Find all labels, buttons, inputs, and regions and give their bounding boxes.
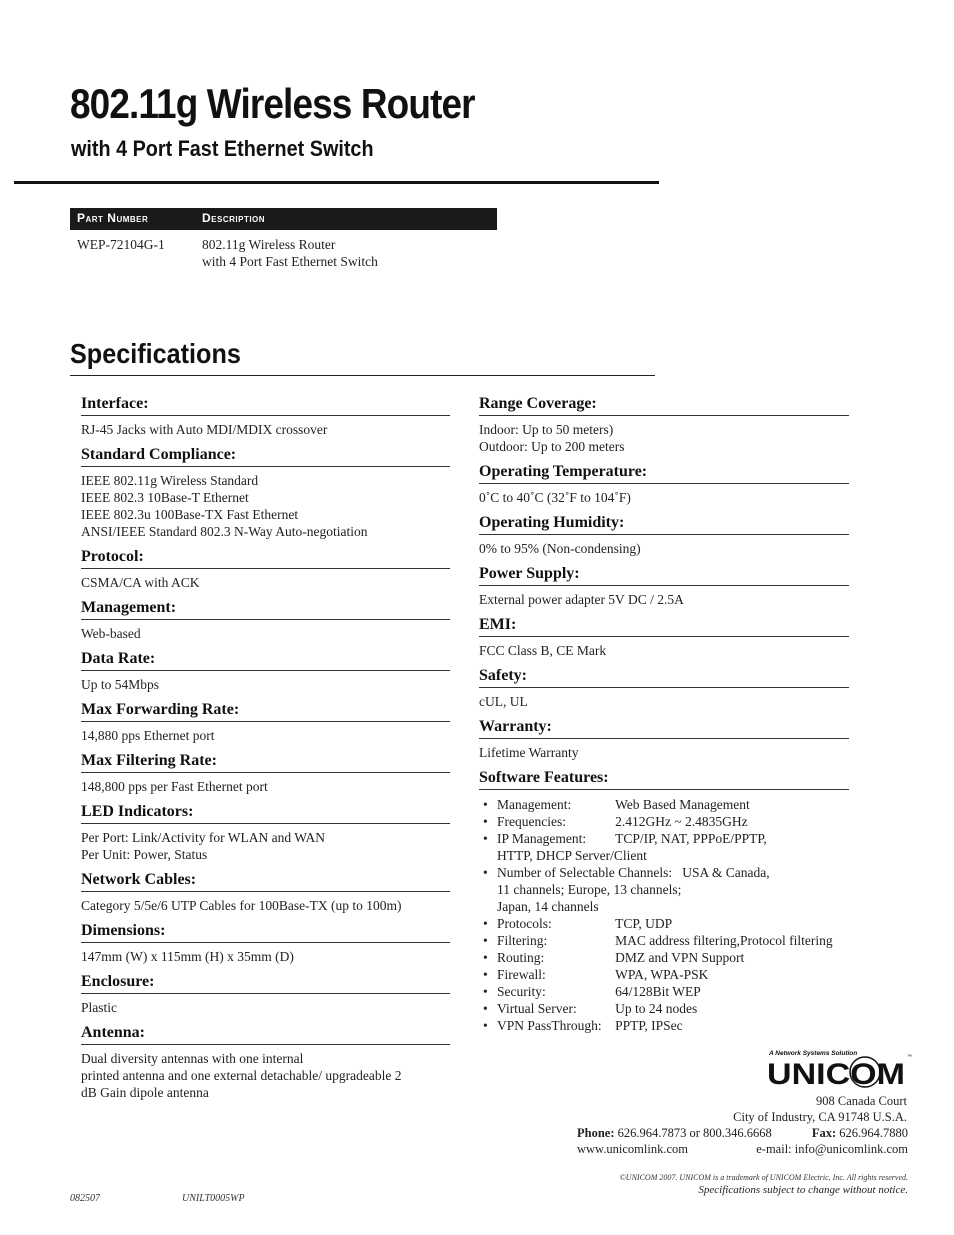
spec-section	[81, 597, 450, 642]
spec-value: FCC Class B, CE Mark	[479, 643, 607, 658]
spec-section	[81, 444, 450, 540]
specifications-divider	[70, 375, 655, 376]
spec-label: Standard Compliance:	[81, 444, 450, 467]
feature-value: DMZ and VPN Support	[615, 950, 745, 965]
spec-value: 14,880 pps Ethernet port	[81, 728, 215, 743]
part-number-table	[70, 208, 497, 276]
website-link[interactable]: www.unicomlink.com	[577, 1142, 688, 1156]
feature-key: Firewall:	[497, 967, 546, 982]
spec-section	[81, 699, 450, 744]
list-item	[479, 864, 849, 915]
description-header: Description	[202, 211, 266, 225]
feature-key: IP Management:	[497, 831, 587, 846]
page-title: 802.11g Wireless Router	[70, 80, 475, 127]
feature-value: 2.412GHz ~ 2.4835GHz	[615, 814, 748, 829]
spec-label: Max Filtering Rate:	[81, 750, 450, 773]
spec-section	[81, 1022, 450, 1101]
list-item	[479, 949, 849, 966]
unicom-logo	[767, 1048, 912, 1088]
spec-label: Data Rate:	[81, 648, 450, 671]
spec-value: RJ-45 Jacks with Auto MDI/MDIX crossover	[81, 422, 328, 437]
list-item	[479, 796, 849, 813]
spec-value: Lifetime Warranty	[479, 745, 579, 760]
spec-label: Power Supply:	[479, 563, 849, 586]
spec-section	[479, 461, 849, 506]
spec-section	[81, 393, 450, 438]
right-spec-column	[479, 393, 849, 1040]
feature-value: PPTP, IPSec	[615, 1018, 683, 1033]
spec-section	[479, 512, 849, 557]
address-line-1: 908 Canada Court	[816, 1094, 907, 1108]
spec-section	[81, 648, 450, 693]
list-item	[479, 983, 849, 1000]
phone-info	[577, 1126, 772, 1140]
spec-label: Enclosure:	[81, 971, 450, 994]
spec-label: Operating Humidity:	[479, 512, 849, 535]
part-number-header: Part Number	[77, 211, 149, 225]
feature-value: Up to 24 nodes	[615, 1001, 698, 1016]
list-item	[479, 813, 849, 830]
spec-label: EMI:	[479, 614, 849, 637]
company-address	[733, 1093, 907, 1125]
spec-value: Up to 54Mbps	[81, 677, 160, 692]
spec-label: Max Forwarding Rate:	[81, 699, 450, 722]
spec-label: Protocol:	[81, 546, 450, 569]
spec-label: Warranty:	[479, 716, 849, 739]
spec-value: External power adapter 5V DC / 2.5A	[479, 592, 684, 607]
spec-label: Management:	[81, 597, 450, 620]
spec-value: cUL, UL	[479, 694, 528, 709]
feature-value: Web Based Management	[615, 797, 750, 812]
spec-section	[81, 971, 450, 1016]
part-number-cell: WEP-72104G-1	[77, 237, 165, 252]
change-notice: Specifications subject to change without notice.	[698, 1184, 908, 1196]
spec-label: Operating Temperature:	[479, 461, 849, 484]
phone-number: 626.964.7873 or 800.346.6668	[617, 1126, 772, 1140]
spec-value: 0˚C to 40˚C (32˚F to 104˚F)	[479, 490, 631, 505]
page-subtitle: with 4 Port Fast Ethernet Switch	[71, 136, 374, 161]
spec-value: 147mm (W) x 115mm (H) x 35mm (D)	[81, 949, 294, 964]
spec-label: Network Cables:	[81, 869, 450, 892]
spec-value: Web-based	[81, 626, 141, 641]
phone-label: Phone:	[577, 1126, 615, 1140]
spec-section	[479, 716, 849, 761]
feature-key: Security:	[497, 984, 546, 999]
copyright-text: ©UNICOM 2007. UNICOM is a trademark of UNICOM Electric, Inc. All rights reserved.	[619, 1173, 908, 1182]
spec-software-features	[479, 767, 849, 1034]
spec-section	[479, 563, 849, 608]
spec-value: 148,800 pps per Fast Ethernet port	[81, 779, 268, 794]
email-link[interactable]: e-mail: info@unicomlink.com	[756, 1142, 908, 1156]
feature-value: WPA, WPA-PSK	[615, 967, 709, 982]
spec-value: Category 5/5e/6 UTP Cables for 100Base-TX (up to 100m)	[81, 898, 402, 913]
feature-key: VPN PassThrough:	[497, 1018, 602, 1033]
software-feature-list	[479, 796, 849, 1034]
right-spec-list	[479, 393, 849, 761]
list-item	[479, 932, 849, 949]
spec-section	[479, 614, 849, 659]
logo-wordmark: UNICOM	[767, 1058, 905, 1088]
feature-key: Protocols:	[497, 916, 552, 931]
specifications-heading: Specifications	[70, 338, 241, 369]
spec-label: Range Coverage:	[479, 393, 849, 416]
spec-value: IEEE 802.11g Wireless Standard IEEE 802.3 10Base-T Ethernet IEEE 802.3u 100Base-TX Fast Ethernet ANSI/IEEE Standard 802.3 N-Way Auto-negotiation	[81, 473, 368, 539]
part-table-header	[70, 208, 497, 230]
spec-value: CSMA/CA with ACK	[81, 575, 200, 590]
list-item	[479, 915, 849, 932]
spec-section	[81, 750, 450, 795]
spec-section	[81, 869, 450, 914]
spec-label: Safety:	[479, 665, 849, 688]
spec-value: Indoor: Up to 50 meters) Outdoor: Up to 200 meters	[479, 422, 625, 454]
spec-label: LED Indicators:	[81, 801, 450, 824]
date-code: 082507	[70, 1193, 100, 1204]
fax-number: 626.964.7880	[839, 1126, 908, 1140]
left-spec-column	[81, 393, 450, 1107]
document-code: UNILT0005WP	[182, 1193, 245, 1204]
spec-section	[479, 665, 849, 710]
spec-value: Plastic	[81, 1000, 117, 1015]
list-item	[479, 966, 849, 983]
list-item	[479, 830, 849, 864]
spec-section	[81, 920, 450, 965]
spec-section	[479, 393, 849, 455]
logo-trademark: ™	[907, 1054, 912, 1060]
table-row	[70, 236, 497, 276]
feature-key: Frequencies:	[497, 814, 566, 829]
spec-section	[81, 801, 450, 863]
list-item	[479, 1017, 849, 1034]
address-line-2: City of Industry, CA 91748 U.S.A.	[733, 1110, 907, 1124]
spec-label: Software Features:	[479, 767, 849, 790]
spec-label: Dimensions:	[81, 920, 450, 943]
feature-key: Number of Selectable Channels:	[497, 865, 673, 880]
title-divider	[14, 181, 659, 184]
feature-key: Routing:	[497, 950, 545, 965]
feature-key: Virtual Server:	[497, 1001, 577, 1016]
feature-value: 64/128Bit WEP	[615, 984, 701, 999]
feature-key: Management:	[497, 797, 572, 812]
spec-section	[81, 546, 450, 591]
feature-value: USA & Canada, 11 channels; Europe, 13 channels; Japan, 14 channels	[497, 865, 770, 914]
fax-label: Fax:	[811, 1126, 837, 1140]
feature-value: TCP, UDP	[615, 916, 673, 931]
fax-info	[812, 1125, 908, 1141]
spec-value: Dual diversity antennas with one internal printed antenna and one external detachable/ upgradeable 2 dB Gain dipole antenna	[81, 1051, 402, 1100]
list-item	[479, 1000, 849, 1017]
feature-value: MAC address filtering,Protocol filtering	[615, 933, 833, 948]
spec-value: 0% to 95% (Non-condensing)	[479, 541, 641, 556]
description-cell: 802.11g Wireless Router with 4 Port Fast Ethernet Switch	[202, 237, 378, 269]
feature-key: Filtering:	[497, 933, 548, 948]
feature-value: TCP/IP, NAT, PPPoE/PPTP, HTTP, DHCP Server/Client	[497, 831, 767, 863]
logo-tagline: A Network Systems Solution	[769, 1050, 858, 1057]
spec-label: Interface:	[81, 393, 450, 416]
spec-label: Antenna:	[81, 1022, 450, 1045]
contact-info	[577, 1125, 908, 1157]
spec-value: Per Port: Link/Activity for WLAN and WAN Per Unit: Power, Status	[81, 830, 325, 862]
